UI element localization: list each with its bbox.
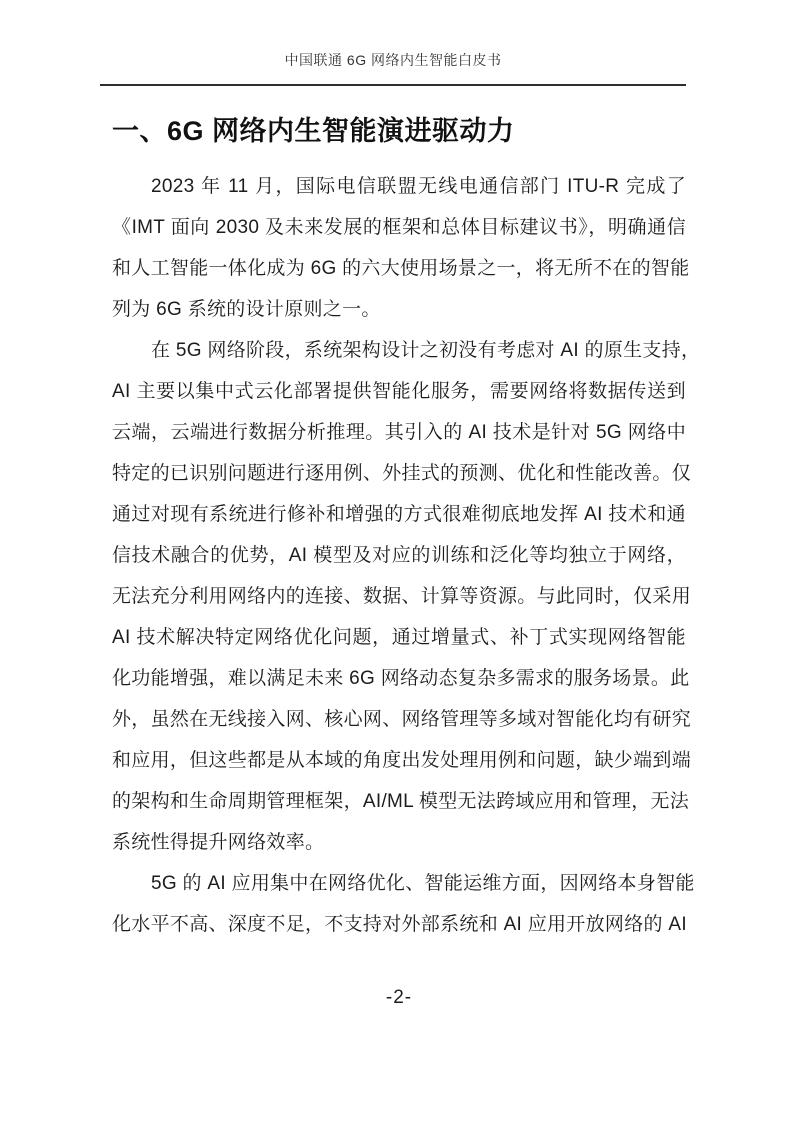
text-line: 的架构和生命周期管理框架，AI/ML 模型无法跨域应用和管理，无法 <box>112 791 690 812</box>
text-line: 无法充分利用网络内的连接、数据、计算等资源。与此同时，仅采用 <box>112 586 692 607</box>
text-line: 和应用，但这些都是从本域的角度出发处理用例和问题，缺少端到端 <box>112 750 692 771</box>
text-line: 特定的已识别问题进行逐用例、外挂式的预测、优化和性能改善。仅 <box>112 463 692 484</box>
text-line: AI 主要以集中式云化部署提供智能化服务，需要网络将数据传送到 <box>112 381 686 402</box>
page-footer <box>112 984 686 1012</box>
section-heading: 一、6G 网络内生智能演进驱动力 <box>112 116 515 146</box>
text-line: 信技术融合的优势，AI 模型及对应的训练和泛化等均独立于网络， <box>112 545 686 566</box>
text-line: 系统性得提升网络效率。 <box>112 832 325 853</box>
text-line: 云端，云端进行数据分析推理。其引入的 AI 技术是针对 5G 网络中 <box>112 422 686 443</box>
paragraph <box>112 330 701 863</box>
page-number: -2- <box>385 987 413 1008</box>
text-line: 《IMT 面向 2030 及未来发展的框架和总体目标建议书》，明确通信 <box>112 217 686 238</box>
text-line: AI 技术解决特定网络优化问题，通过增量式、补丁式实现网络智能 <box>112 627 686 648</box>
page-header <box>100 0 686 86</box>
text-line: 5G 的 AI 应用集中在网络优化、智能运维方面，因网络本身智能 <box>151 873 695 894</box>
text-line: 化功能增强，难以满足未来 6G 网络动态复杂多需求的服务场景。此 <box>112 668 690 689</box>
text-line: 化水平不高、深度不足，不支持对外部系统和 AI 应用开放网络的 AI <box>112 914 687 935</box>
text-line: 列为 6G 系统的设计原则之一。 <box>112 299 381 320</box>
paragraph <box>112 863 695 945</box>
body-text <box>112 166 701 945</box>
text-line: 外，虽然在无线接入网、核心网、网络管理等多域对智能化均有研究 <box>112 709 692 730</box>
header-title: 中国联通 6G 网络内生智能白皮书 <box>284 52 502 68</box>
text-line: 通过对现有系统进行修补和增强的方式很难彻底地发挥 AI 技术和通 <box>112 504 686 525</box>
text-line: 和人工智能一体化成为 6G 的六大使用场景之一，将无所不在的智能 <box>112 258 690 279</box>
text-line: 在 5G 网络阶段，系统架构设计之初没有考虑对 AI 的原生支持， <box>151 340 701 361</box>
paragraph <box>112 166 690 330</box>
text-line: 2023 年 11 月，国际电信联盟无线电通信部门 ITU-R 完成了 <box>151 176 686 197</box>
